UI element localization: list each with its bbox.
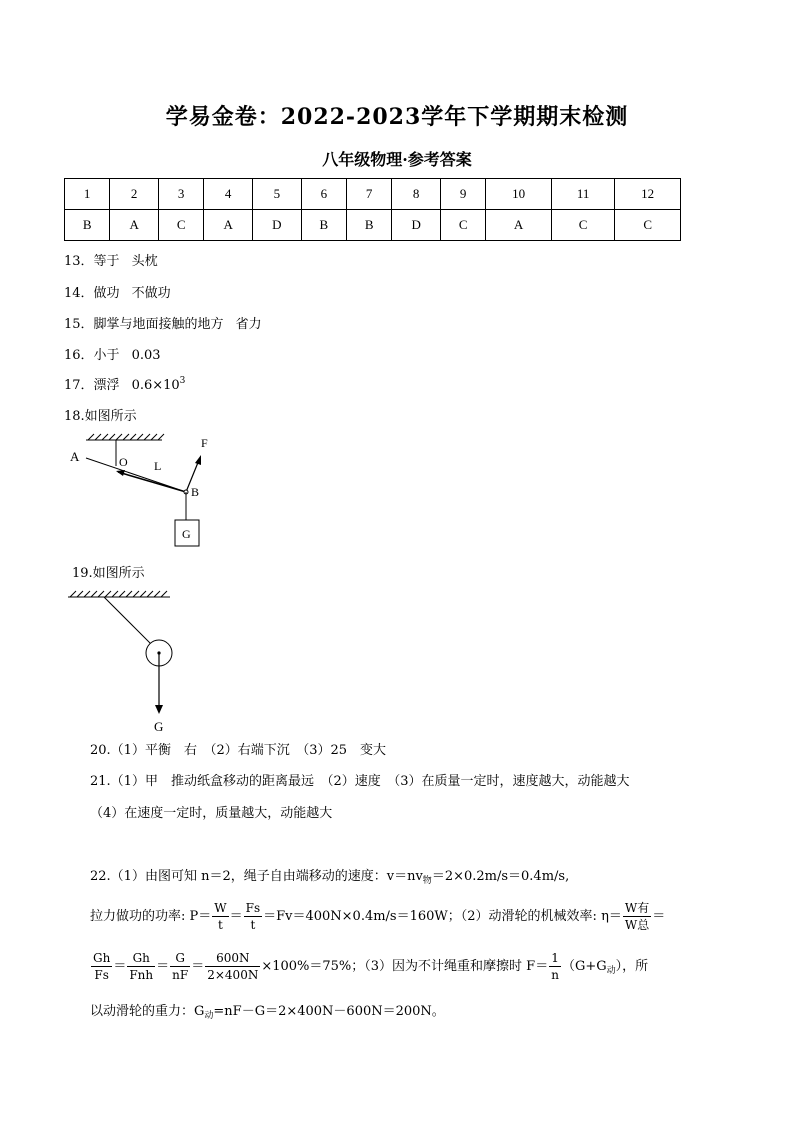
denominator: Fs: [94, 968, 109, 982]
lever-arm-line: [118, 472, 186, 492]
text: ＝: [652, 909, 666, 924]
answer-text: 脚掌与地面接触的地方: [93, 317, 224, 332]
answer-22-line-1: [90, 865, 569, 886]
exponent: 3: [179, 376, 186, 386]
label-b: B: [191, 485, 200, 499]
denominator: t: [250, 918, 256, 932]
answer-cell: A: [110, 210, 159, 241]
question-number-cell: 4: [204, 179, 253, 210]
ceiling-hatch: [68, 591, 170, 597]
question-number-cell: 11: [551, 179, 614, 210]
question-number: 15．: [64, 317, 94, 332]
text: 22.（1）由图可知 n＝2，绳子自由端移动的速度：v＝nv: [90, 869, 423, 884]
answer-cell: C: [159, 210, 204, 241]
denominator: 2×400N: [207, 968, 259, 982]
numerator: G: [170, 950, 190, 967]
question-number-cell: 3: [159, 179, 204, 210]
subscript: 物: [422, 876, 432, 886]
answer-cell: A: [204, 210, 253, 241]
equals: ＝: [156, 959, 170, 974]
question-number: 13．: [64, 254, 94, 269]
lever-arm-arrowhead: [116, 470, 125, 476]
subscript: 动: [204, 1011, 214, 1021]
answer-21-line-1: 21.（1）甲 推动纸盒移动的距离最远 （2）速度 （3）在质量一定时，速度越大，动能越大: [90, 774, 630, 789]
answer-22-line-4: [90, 1000, 445, 1021]
answer-text: 漂浮: [93, 378, 120, 393]
answer-text: 头枕: [131, 254, 158, 269]
question-number-cell: 9: [441, 179, 486, 210]
answer-text: 等于: [93, 254, 120, 269]
numerator: Fs: [245, 901, 261, 915]
lever-diagram: [64, 430, 244, 550]
text: ＝2×0.2m/s＝0.4m/s,: [431, 869, 570, 884]
answer-cell: B: [301, 210, 346, 241]
answer-17: [64, 374, 185, 393]
answer-cell: A: [486, 210, 552, 241]
answer-cell: D: [253, 210, 302, 241]
pendulum-string: [104, 597, 154, 647]
denominator: Fnh: [129, 968, 154, 982]
answer-16: [64, 344, 161, 363]
equals: ＝: [229, 909, 243, 924]
fraction: [212, 900, 228, 933]
numerator: W: [214, 901, 227, 915]
text: =nF－G＝2×400N－600N＝200N。: [213, 1004, 445, 1019]
question-number-cell: 10: [486, 179, 552, 210]
subscript: 动: [606, 966, 616, 976]
question-number-cell: 5: [253, 179, 302, 210]
label-f: F: [201, 436, 208, 450]
answer-13: [64, 250, 158, 269]
numerator: W有: [624, 901, 650, 915]
page-title: 学易金卷：2022-2023学年下学期期末检测: [165, 104, 629, 130]
answer-text: 小于: [93, 348, 120, 363]
question-number: 14．: [64, 286, 94, 301]
q18-label: 18.如图所示: [64, 409, 137, 424]
answer-table-number-row: [65, 179, 681, 210]
label-o: O: [119, 455, 128, 469]
fraction: [549, 950, 561, 983]
force-arrowhead: [195, 455, 201, 465]
question-number-cell: 6: [301, 179, 346, 210]
denominator: n: [551, 968, 559, 982]
answer-cell: B: [65, 210, 110, 241]
denominator: nF: [172, 968, 189, 982]
answer-14: [64, 282, 171, 301]
gravity-arrowhead: [155, 705, 163, 714]
answer-cell: C: [441, 210, 486, 241]
denominator: t: [218, 918, 223, 932]
numerator: 600N: [205, 950, 260, 967]
answer-cell: C: [615, 210, 681, 241]
answer-text: 省力: [235, 317, 262, 332]
question-number-cell: 7: [347, 179, 392, 210]
answer-text: 做功: [93, 286, 120, 301]
question-number-cell: 12: [615, 179, 681, 210]
answer-20: 20.（1）平衡 右 （2）右端下沉 （3）25 变大: [90, 743, 387, 758]
answer-22-line-2: [90, 900, 665, 933]
answer-text: 0.03: [131, 348, 161, 363]
answer-cell: C: [551, 210, 614, 241]
pendulum-diagram: [64, 585, 194, 735]
numerator: Gh: [93, 951, 111, 965]
answer-cell: B: [347, 210, 392, 241]
answer-15: [64, 313, 262, 332]
answer-cell: D: [392, 210, 441, 241]
label-g: G: [182, 527, 191, 541]
question-number-cell: 8: [392, 179, 441, 210]
answer-22-line-3: [90, 950, 648, 983]
denominator: W总: [624, 918, 650, 932]
answer-text: 0.6×10: [131, 378, 180, 393]
answer-text: 不做功: [131, 286, 171, 301]
page-subtitle: 八年级物理·参考答案: [322, 150, 472, 169]
text: 以动滑轮的重力：G: [90, 1004, 205, 1019]
numerator: 1: [549, 950, 561, 967]
numerator: Gh: [127, 950, 155, 967]
question-number-cell: 2: [110, 179, 159, 210]
fraction: [205, 950, 260, 983]
answer-table-answer-row: [65, 210, 681, 241]
fraction: [623, 900, 651, 933]
fraction: [91, 950, 112, 983]
text: ），所: [615, 959, 649, 974]
label-l: L: [154, 459, 162, 473]
answer-21-line-2: （4）在速度一定时，质量越大，动能越大: [90, 806, 333, 821]
equals: ＝: [113, 959, 127, 974]
fraction: [244, 900, 262, 933]
equals: ＝: [191, 959, 205, 974]
label-g: G: [154, 719, 164, 734]
question-number: 17．: [64, 378, 94, 393]
answer-table: [64, 178, 681, 241]
text: ＝Fv＝400N×0.4m/s＝160W；（2）动滑轮的机械效率: η＝: [263, 909, 622, 924]
question-number-cell: 1: [65, 179, 110, 210]
text: ×100%＝75%；（3）因为不计绳重和摩擦时 F＝: [261, 959, 549, 974]
text: 拉力做功的功率: P＝: [90, 909, 212, 924]
question-number: 16．: [64, 348, 94, 363]
ceiling-hatch: [86, 434, 164, 440]
text: （G+G: [561, 959, 607, 974]
q19-label: 19.如图所示: [72, 566, 145, 581]
fraction: [170, 950, 190, 983]
label-a: A: [70, 449, 80, 464]
fraction: [127, 950, 155, 983]
